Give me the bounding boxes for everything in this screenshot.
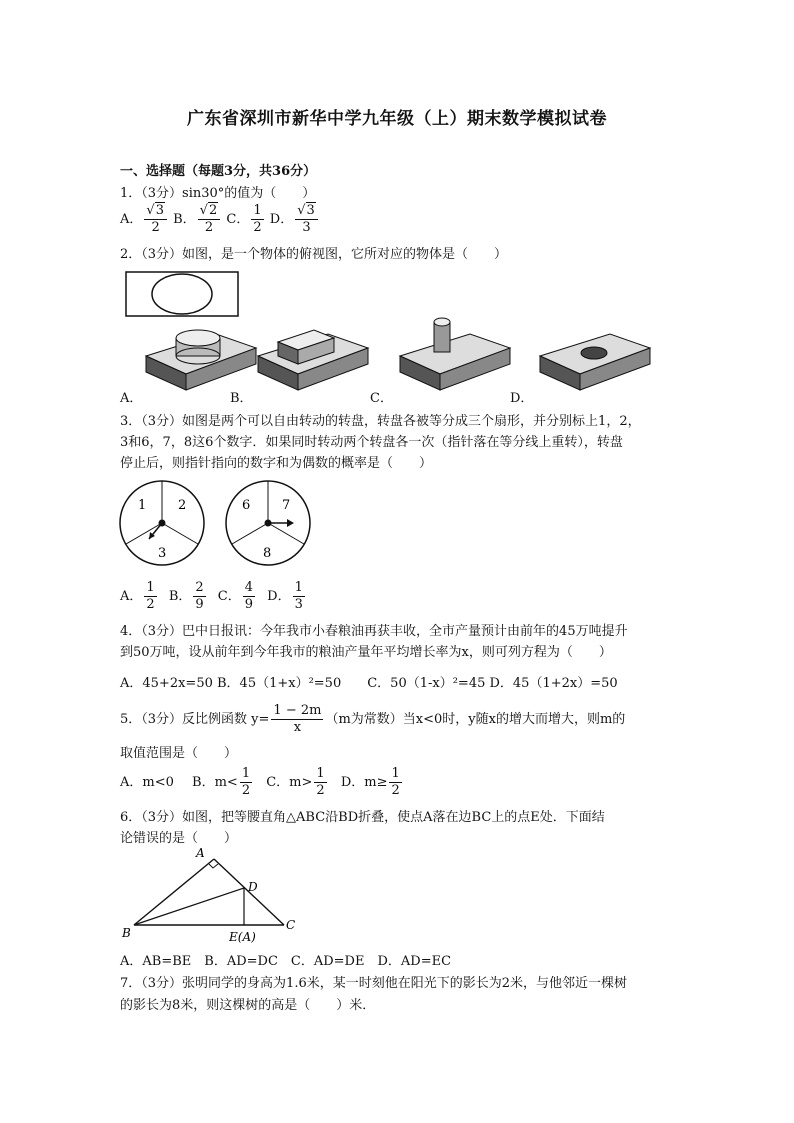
- q1-d-num: 3: [306, 203, 315, 218]
- wheel2-num-6: 6: [242, 498, 251, 513]
- q3-a-frac: [144, 580, 156, 613]
- top-view-figure: [126, 272, 238, 316]
- q7-line1: 7．（3分）张明同学的身高为1.6米，某一时刻他在阳光下的影长为2米，与他邻近一棵树: [120, 976, 627, 991]
- q3-d-den: 3: [294, 597, 303, 612]
- wheel2-num-8: 8: [263, 546, 272, 561]
- q5-a: A．m<0: [120, 775, 174, 790]
- sqrt-symbol: √: [146, 203, 155, 218]
- q6-line1: 6．（3分）如图，把等腰直角△ABC沿BD折叠，使点A落在边BC上的点E处．下面结: [120, 810, 605, 825]
- q1-b-den: 2: [204, 220, 214, 235]
- q1-choice-b-frac: [198, 203, 221, 236]
- q2-label-b: B．: [230, 391, 253, 406]
- page-title: 广东省深圳市新华中学九年级（上）期末数学模拟试卷: [187, 109, 607, 129]
- q1-b-num: 2: [208, 203, 218, 218]
- q3-c-num: 4: [244, 580, 254, 595]
- q5-line1: [120, 703, 625, 736]
- q5-num: 1 − 2m: [273, 703, 322, 718]
- option-d-figure: [540, 334, 650, 390]
- point-d-label: D: [248, 880, 258, 894]
- q5-c-frac: [314, 766, 326, 799]
- section-heading: 一、选择题（每题3分，共36分）: [120, 164, 317, 179]
- q1-d-den: 3: [302, 220, 311, 235]
- q1-choices: [120, 203, 320, 236]
- wheel2-num-7: 7: [282, 498, 291, 513]
- q1-choice-d-frac: [295, 203, 318, 236]
- q4-line2: 到50万吨，设从前年到今年我市的粮油产量年平均增长率为x，则可列方程为（ ）: [120, 645, 612, 660]
- q3-d-frac: [293, 580, 305, 613]
- option-b-figure: [258, 330, 368, 390]
- q3-b-den: 9: [195, 597, 204, 612]
- q5-post: （m为常数）当x<0时，y随x的增大而增大，则m的: [325, 712, 626, 727]
- q5-function-frac: [271, 703, 323, 736]
- sqrt-symbol: √: [199, 203, 208, 218]
- q5-line2: 取值范围是（ ）: [120, 746, 238, 761]
- option-a-figure: [146, 330, 256, 390]
- q1-choice-c-frac: [251, 203, 263, 236]
- q3-a-label: A．: [120, 589, 143, 604]
- q3-c-frac: [243, 580, 255, 613]
- point-b-label: B: [122, 926, 131, 940]
- q3-c-den: 9: [244, 597, 254, 612]
- q5-d-pre: D．m≥: [340, 775, 388, 790]
- q2-label-c: C．: [370, 391, 393, 406]
- q3-line1: 3．（3分）如图是两个可以自由转动的转盘，转盘各被等分成三个扇形，并分别标上1，2，: [120, 414, 641, 429]
- q1-a-num: 3: [155, 203, 164, 218]
- q6-triangle-figure: [116, 843, 316, 949]
- q5-d-den: 2: [391, 783, 400, 798]
- q1-stem: 1．（3分）sin30°的值为（ ）: [120, 186, 316, 201]
- q7-line2: 的影长为8米，则这棵树的高是（ ）米．: [120, 998, 376, 1013]
- q1-c-den: 2: [253, 220, 262, 235]
- q5-d-num: 1: [391, 766, 400, 781]
- sqrt-symbol: √: [297, 203, 306, 218]
- q3-a-num: 1: [146, 580, 155, 595]
- q4-line1: 4．（3分）巴中日报讯：今年我市小春粮油再获丰收，全市产量预计由前年的45万吨提升: [120, 624, 628, 639]
- q5-d-frac: [389, 766, 401, 799]
- option-c-figure: [400, 318, 510, 390]
- q3-line3: 停止后，则指针指向的数字和为偶数的概率是（ ）: [120, 456, 433, 471]
- q2-label-d: D．: [510, 391, 534, 406]
- q3-b-label: B．: [168, 589, 192, 604]
- q1-choice-a-frac: [144, 203, 167, 236]
- q2-stem: 2．（3分）如图，是一个物体的俯视图，它所对应的物体是（ ）: [120, 247, 508, 262]
- q1-choice-b-label: B．: [173, 212, 196, 227]
- q5-b-pre: B．m<: [192, 775, 238, 790]
- q3-a-den: 2: [146, 597, 155, 612]
- q4-choices: A．45+2x=50 B．45（1+x）²=50 C．50（1-x）²=45 D．45（1+2x）=50: [120, 676, 618, 691]
- q3-wheels-figure: [118, 477, 318, 569]
- q1-choice-c-label: C．: [226, 212, 250, 227]
- wheel1-num-1: 1: [138, 498, 147, 513]
- q5-pre: 5．（3分）反比例函数 y=: [120, 712, 270, 727]
- q1-a-den: 2: [151, 220, 160, 235]
- q2-label-a: A．: [120, 391, 143, 406]
- point-a-label: A: [196, 846, 205, 860]
- q3-line2: 3和6，7，8这6个数字．如果同时转动两个转盘各一次（指针落在等分线上重转），转盘: [120, 435, 623, 450]
- wheel1-num-2: 2: [178, 498, 187, 513]
- q3-b-frac: [193, 580, 205, 613]
- q5-b-num: 1: [241, 766, 251, 781]
- q3-d-num: 1: [294, 580, 303, 595]
- wheel1-num-3: 3: [158, 546, 167, 561]
- q5-c-pre: C．m>: [266, 775, 313, 790]
- q3-d-label: D．: [267, 589, 291, 604]
- q3-choices: [120, 580, 307, 613]
- q5-den: x: [293, 720, 302, 735]
- triangle-abc: [134, 859, 284, 925]
- q5-b-den: 2: [241, 783, 251, 798]
- q1-choice-a-label: A．: [120, 212, 143, 227]
- q5-c-den: 2: [316, 783, 325, 798]
- q6-choices: A．AB=BE B．AD=DC C．AD=DE D．AD=EC: [120, 954, 452, 969]
- q6-line2: 论错误的是（ ）: [120, 831, 238, 846]
- q2-figure: [118, 268, 678, 408]
- q1-choice-d-label: D．: [269, 212, 294, 227]
- wheel-1: [120, 481, 204, 565]
- wheel-2: [226, 481, 310, 565]
- q1-c-num: 1: [253, 203, 262, 218]
- q5-c-num: 1: [316, 766, 325, 781]
- q3-b-num: 2: [195, 580, 204, 595]
- q5-choices: [120, 766, 404, 799]
- point-c-label: C: [286, 918, 296, 932]
- q3-c-label: C．: [217, 589, 241, 604]
- point-e-label: E(A): [229, 930, 256, 944]
- q5-b-frac: [240, 766, 252, 799]
